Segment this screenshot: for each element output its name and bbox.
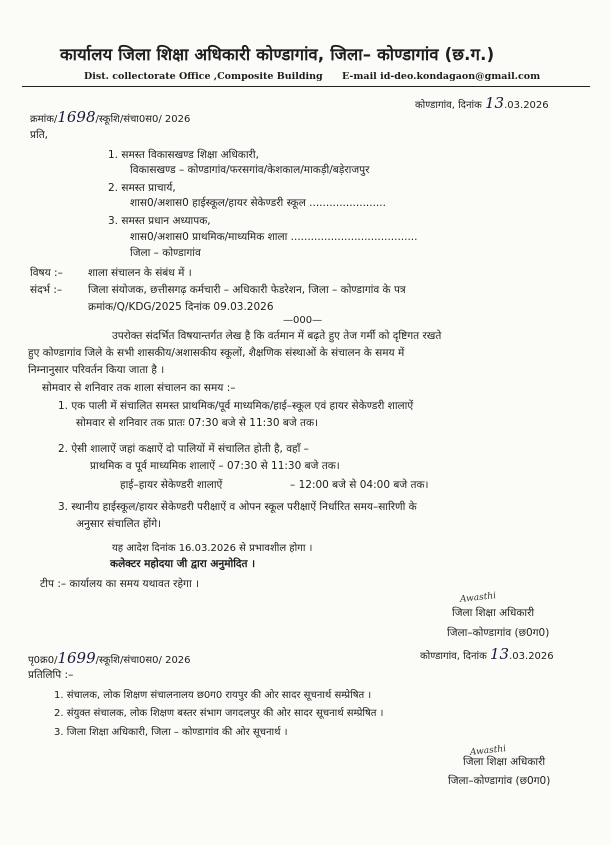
approval-note: कलेक्टर महोदया जी द्वारा अनुमोदित । <box>110 558 256 570</box>
office-address: Dist. collectorate Office ,Composite Building <box>84 71 323 82</box>
ref-label: क्रमांक/ <box>30 114 58 125</box>
issue-date <box>415 94 549 112</box>
reference-line1: जिला संयोजक, छत्तीसगढ़ कर्मचारी – अधिकारी फेडरेशन, जिला – कोण्डागांव के पत्र <box>88 284 406 296</box>
recipient-2 <box>108 181 176 195</box>
effective-date: यह आदेश दिनांक 16.03.2026 से प्रभावशील होगा । <box>112 543 313 554</box>
office-title: कार्यालय जिला शिक्षा अधिकारी कोण्डागांव, जिला– कोण्डागांव (छ.ग.) <box>60 45 495 64</box>
recipient-3-line3: जिला – कोण्डागांव <box>130 247 201 259</box>
signature-designation: जिला शिक्षा अधिकारी <box>452 607 535 619</box>
signature-district: जिला–कोण्डागांव (छ0ग0) <box>447 627 550 639</box>
date-label: कोण्डागांव, दिनांक <box>420 651 487 662</box>
reference-number <box>30 108 190 126</box>
reference-label: संदर्भ :– <box>30 284 63 296</box>
schedule-item-2-line3-time: – 12:00 बजे से 04:00 बजे तक। <box>290 479 429 491</box>
copy-item-1: 1. संचालक, लोक शिक्षण संचालनालय छ0ग0 रायपुर की ओर सादर सूचनार्थ सम्प्रेषित । <box>54 690 372 701</box>
divider: —000— <box>283 315 323 326</box>
pratilipi-label: प्रतिलिपि :– <box>28 669 74 681</box>
endorsement-ref <box>28 649 191 667</box>
copy-item-2: 2. संयुक्त संचालक, लोक शिक्षण बस्तर संभाग जगदलपुर की ओर सादर सूचनार्थ सम्प्रेषित । <box>54 708 384 719</box>
prati-label: प्रति, <box>30 129 49 141</box>
signature-district: जिला–कोण्डागांव (छ0ग0) <box>448 775 551 787</box>
office-email: E-mail id-deo.kondagaon@gmail.com <box>342 71 541 82</box>
date-handwritten-day: 13 <box>490 645 510 663</box>
recipient-3 <box>108 214 211 228</box>
signature-scribble: Awasthi <box>469 744 507 758</box>
header-rule <box>22 86 590 87</box>
body-para-line3: निम्नानुसार परिवर्तन किया जाता है । <box>28 364 165 376</box>
schedule-item-2-line2: प्राथमिक व पूर्व माध्यमिक शालाऐं – 07:30 से 11:30 बजे तक। <box>90 460 340 472</box>
recipient-1-line2: विकासखण्ड – कोण्डागांव/फरसगांव/केशकाल/माकड़ी/बड़ेराजपुर <box>130 164 370 176</box>
schedule-item-3: 3. स्थानीय हाईस्कूल/हायर सेकेण्डरी परीक्षाऐं व ओपन स्कूल परीक्षाऐं निर्धारित समय–सारिणी के <box>58 501 417 513</box>
schedule-item-2: 2. ऐसी शालाऐं जहां कक्षाऐं दो पालियों में संचालित होती है, वहाँ – <box>58 443 309 455</box>
date-rest: .03.2026 <box>504 100 549 111</box>
schedule-heading: सोमवार से शनिवार तक शाला संचालन का समय :– <box>42 382 236 394</box>
schedule-item-1: 1. एक पाली में संचालित समस्त प्राथमिक/पूर्व माध्यमिक/हाई–स्कूल एवं हायर सेकेण्डरी शालाऐं <box>58 400 414 412</box>
recipient-line: समस्त विकासखण्ड शिक्षा अधिकारी, <box>121 149 259 161</box>
ref-handwritten-number: 1698 <box>57 108 96 126</box>
recipient-2-line2: शास0/अशास0 हाईस्कूल/हायर सेकेण्डरी स्कूल ....................... <box>130 197 386 209</box>
subject-text: शाला संचालन के संबंध में । <box>88 267 192 279</box>
recipient-1 <box>108 148 259 162</box>
recipient-number: 3. <box>108 215 119 227</box>
recipient-line: समस्त प्राचार्य, <box>121 182 176 194</box>
recipient-number: 2. <box>108 182 119 194</box>
schedule-item-3-line2: अनुसार संचालित होंगे। <box>76 518 162 530</box>
recipient-number: 1. <box>108 149 119 161</box>
tip-note: टीप :– कार्यालय का समय यथावत रहेगा । <box>40 578 200 590</box>
date-rest: .03.2026 <box>509 651 554 662</box>
endorsement-handwritten-number: 1699 <box>57 649 96 667</box>
subject-label: विषय :– <box>30 267 63 279</box>
signature-designation: जिला शिक्षा अधिकारी <box>463 756 546 768</box>
signature-date <box>420 645 554 663</box>
endorsement-ref-label: पृ0क्र0/ <box>28 655 58 666</box>
reference-line2: क्रमांक/Q/KDG/2025 दिनांक 09.03.2026 <box>88 301 274 313</box>
signature-scribble: Awasthi <box>459 591 497 605</box>
body-para-line1: उपरोक्त संदर्भित विषयान्तर्गत लेख है कि वर्तमान में बढ़ते हुए तेज गर्मी को दृष्टिगत रखते <box>112 330 442 342</box>
body-para-line2: हुए कोण्डागांव जिले के सभी शासकीय/अशासकीय स्कूलों, शैक्षणिक संस्थाओं के संचालन के समय में <box>28 347 405 359</box>
schedule-item-2-line3-label: हाई–हायर सेकेण्डरी शालाऐं <box>120 479 223 491</box>
recipient-3-line2: शास0/अशास0 प्राथमिक/माध्यमिक शाला ...................................... <box>130 231 418 243</box>
date-label: कोण्डागांव, दिनांक <box>415 100 482 111</box>
schedule-item-1-line2: सोमवार से शनिवार तक प्रातः 07:30 बजे से 11:30 बजे तक। <box>76 417 319 429</box>
date-handwritten-day: 13 <box>485 94 505 112</box>
copy-item-3: 3. जिला शिक्षा अधिकारी, जिला – कोण्डागांव की ओर सूचनार्थ । <box>54 727 288 738</box>
ref-rest: /स्कूशि/संचा0स0/ 2026 <box>95 114 191 125</box>
recipient-line: समस्त प्रधान अध्यापक, <box>121 215 211 227</box>
endorsement-ref-rest: /स्कूशि/संचा0स0/ 2026 <box>95 655 191 666</box>
